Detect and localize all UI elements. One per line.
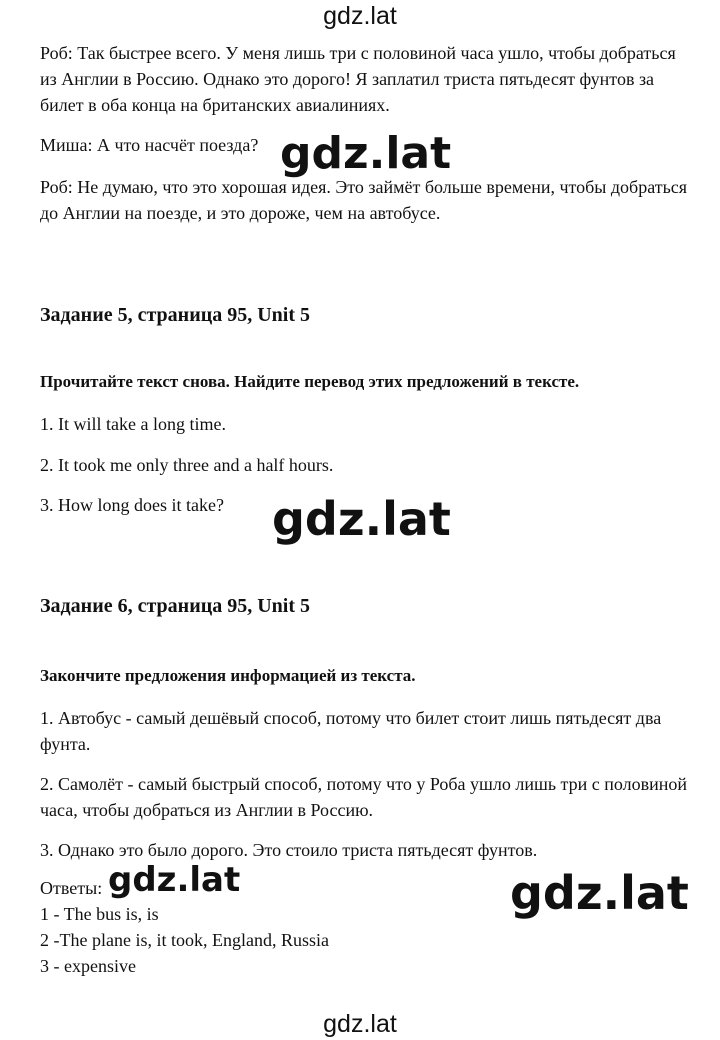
watermark-overlay-3: gdz.lat <box>108 860 241 900</box>
task5-item-3: 3. How long does it take? <box>40 495 224 515</box>
task6-instruction: Закончите предложения информацией из текста. <box>40 666 416 685</box>
task5-instruction: Прочитайте текст снова. Найдите перевод этих предложений в тексте. <box>40 372 580 391</box>
dialogue-rob-2: Роб: Не думаю, что это хорошая идея. Это займёт больше времени, чтобы добраться до Англии на поезде, и это дороже, чем на автобусе. <box>40 177 688 223</box>
watermark-top: gdz.lat <box>323 2 397 30</box>
task6-heading: Задание 6, страница 95, Unit 5 <box>40 595 311 617</box>
answer-3: 3 - expensive <box>40 956 136 976</box>
task6-item-1: 1. Автобус - самый дешёвый способ, потому что билет стоит лишь пятьдесят два фунта. <box>40 708 662 754</box>
task5-heading: Задание 5, страница 95, Unit 5 <box>40 304 311 326</box>
task6-item-3: 3. Однако это было дорого. Это стоило триста пятьдесят фунтов. <box>40 840 538 860</box>
task5-item-2: 2. It took me only three and a half hours. <box>40 455 334 475</box>
answer-1: 1 - The bus is, is <box>40 904 159 924</box>
dialogue-misha: Миша: А что насчёт поезда? <box>40 135 259 155</box>
watermark-overlay-2: gdz.lat <box>272 492 451 546</box>
answers-label: Ответы: <box>40 878 103 898</box>
watermark-overlay-4: gdz.lat <box>510 866 689 920</box>
watermark-overlay-1: gdz.lat <box>280 128 452 179</box>
task6-item-2: 2. Самолёт - самый быстрый способ, потому что у Роба ушло лишь три с половиной часа, чтобы добраться из Англии в Россию. <box>40 774 688 820</box>
answer-2: 2 -The plane is, it took, England, Russia <box>40 930 329 950</box>
watermark-bottom: gdz.lat <box>323 1010 397 1038</box>
task5-item-1: 1. It will take a long time. <box>40 414 226 434</box>
dialogue-rob-1: Роб: Так быстрее всего. У меня лишь три с половиной часа ушло, чтобы добраться из Англии в Россию. Однако это дорого! Я заплатил триста пятьдесят фунтов за билет в оба конца на британских авиалиниях. <box>40 43 676 115</box>
